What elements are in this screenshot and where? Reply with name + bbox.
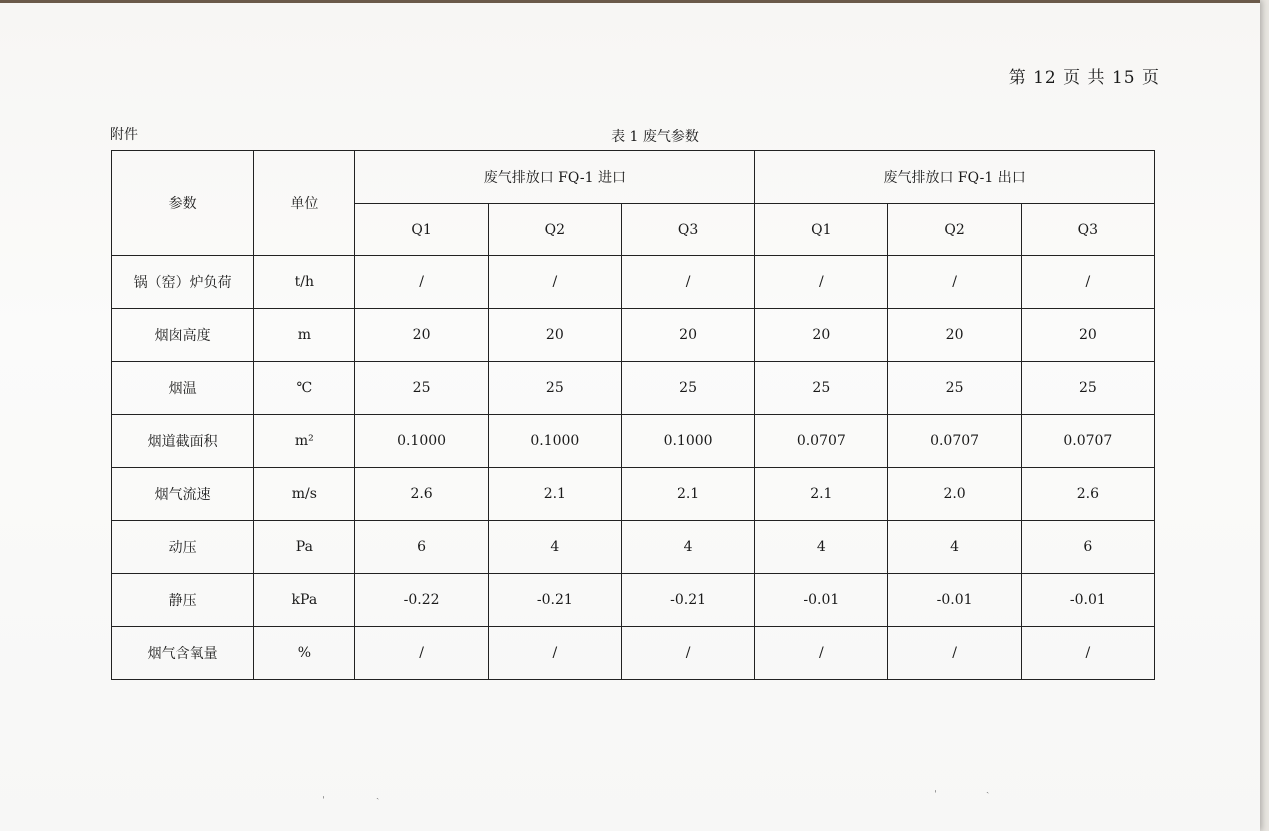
inlet-q1-header: Q1	[355, 204, 488, 256]
value-cell: /	[1021, 627, 1154, 680]
param-cell: 烟道截面积	[112, 415, 254, 468]
table-header-row	[112, 151, 1155, 204]
value-cell: 4	[488, 521, 621, 574]
value-cell: -0.22	[355, 574, 488, 627]
outlet-q3-header: Q3	[1021, 204, 1154, 256]
value-cell: 20	[488, 309, 621, 362]
unit-cell: Pa	[254, 521, 355, 574]
table-row	[112, 415, 1155, 468]
value-cell: /	[888, 627, 1021, 680]
unit-cell: %	[254, 627, 355, 680]
value-cell: 6	[355, 521, 488, 574]
table-row	[112, 362, 1155, 415]
value-cell: 2.0	[888, 468, 1021, 521]
value-cell: /	[888, 256, 1021, 309]
param-header: 参数	[112, 151, 254, 256]
value-cell: 2.1	[755, 468, 888, 521]
value-cell: -0.01	[1021, 574, 1154, 627]
value-cell: 20	[888, 309, 1021, 362]
value-cell: /	[755, 627, 888, 680]
value-cell: 2.6	[355, 468, 488, 521]
unit-cell: m	[254, 309, 355, 362]
scan-speck: ˌ	[322, 789, 325, 800]
exhaust-parameters-table	[111, 150, 1155, 680]
value-cell: 20	[1021, 309, 1154, 362]
value-cell: /	[1021, 256, 1154, 309]
inlet-group-header: 废气排放口 FQ-1 进口	[355, 151, 755, 204]
scan-speck: ˌ	[934, 783, 937, 794]
value-cell: /	[621, 627, 754, 680]
param-cell: 烟温	[112, 362, 254, 415]
unit-cell: t/h	[254, 256, 355, 309]
value-cell: 4	[755, 521, 888, 574]
value-cell: 25	[621, 362, 754, 415]
unit-cell: ℃	[254, 362, 355, 415]
inlet-q2-header: Q2	[488, 204, 621, 256]
table-title: 表 1 废气参数	[611, 129, 699, 145]
value-cell: 25	[355, 362, 488, 415]
param-cell: 烟囱高度	[112, 309, 254, 362]
unit-cell: m/s	[254, 468, 355, 521]
value-cell: 20	[621, 309, 754, 362]
value-cell: 0.0707	[1021, 415, 1154, 468]
value-cell: 25	[755, 362, 888, 415]
table-row	[112, 256, 1155, 309]
scan-speck: ˎ	[376, 789, 380, 800]
unit-header: 单位	[254, 151, 355, 256]
page-number: 第 12 页 共 15 页	[1008, 68, 1160, 88]
table-row	[112, 627, 1155, 680]
value-cell: /	[488, 256, 621, 309]
value-cell: 4	[621, 521, 754, 574]
table-row	[112, 468, 1155, 521]
value-cell: -0.21	[488, 574, 621, 627]
value-cell: 0.1000	[355, 415, 488, 468]
outlet-q2-header: Q2	[888, 204, 1021, 256]
value-cell: 25	[488, 362, 621, 415]
table-body	[112, 256, 1155, 680]
scan-speck: ˎ	[986, 783, 990, 794]
param-cell: 静压	[112, 574, 254, 627]
value-cell: 4	[888, 521, 1021, 574]
value-cell: /	[355, 627, 488, 680]
value-cell: 25	[888, 362, 1021, 415]
unit-cell: m²	[254, 415, 355, 468]
unit-cell: kPa	[254, 574, 355, 627]
value-cell: 2.6	[1021, 468, 1154, 521]
appendix-label: 附件	[110, 127, 138, 143]
value-cell: 6	[1021, 521, 1154, 574]
value-cell: /	[621, 256, 754, 309]
value-cell: 0.1000	[488, 415, 621, 468]
value-cell: 2.1	[621, 468, 754, 521]
value-cell: /	[755, 256, 888, 309]
table-row	[112, 521, 1155, 574]
value-cell: 0.1000	[621, 415, 754, 468]
value-cell: -0.01	[888, 574, 1021, 627]
inlet-q3-header: Q3	[621, 204, 754, 256]
param-cell: 动压	[112, 521, 254, 574]
value-cell: 20	[755, 309, 888, 362]
outlet-group-header: 废气排放口 FQ-1 出口	[755, 151, 1155, 204]
value-cell: 0.0707	[888, 415, 1021, 468]
value-cell: -0.21	[621, 574, 754, 627]
value-cell: 2.1	[488, 468, 621, 521]
value-cell: /	[355, 256, 488, 309]
table-row	[112, 574, 1155, 627]
param-cell: 烟气含氧量	[112, 627, 254, 680]
value-cell: 20	[355, 309, 488, 362]
table-row	[112, 309, 1155, 362]
param-cell: 锅（窑）炉负荷	[112, 256, 254, 309]
value-cell: -0.01	[755, 574, 888, 627]
outlet-q1-header: Q1	[755, 204, 888, 256]
param-cell: 烟气流速	[112, 468, 254, 521]
value-cell: /	[488, 627, 621, 680]
value-cell: 25	[1021, 362, 1154, 415]
value-cell: 0.0707	[755, 415, 888, 468]
